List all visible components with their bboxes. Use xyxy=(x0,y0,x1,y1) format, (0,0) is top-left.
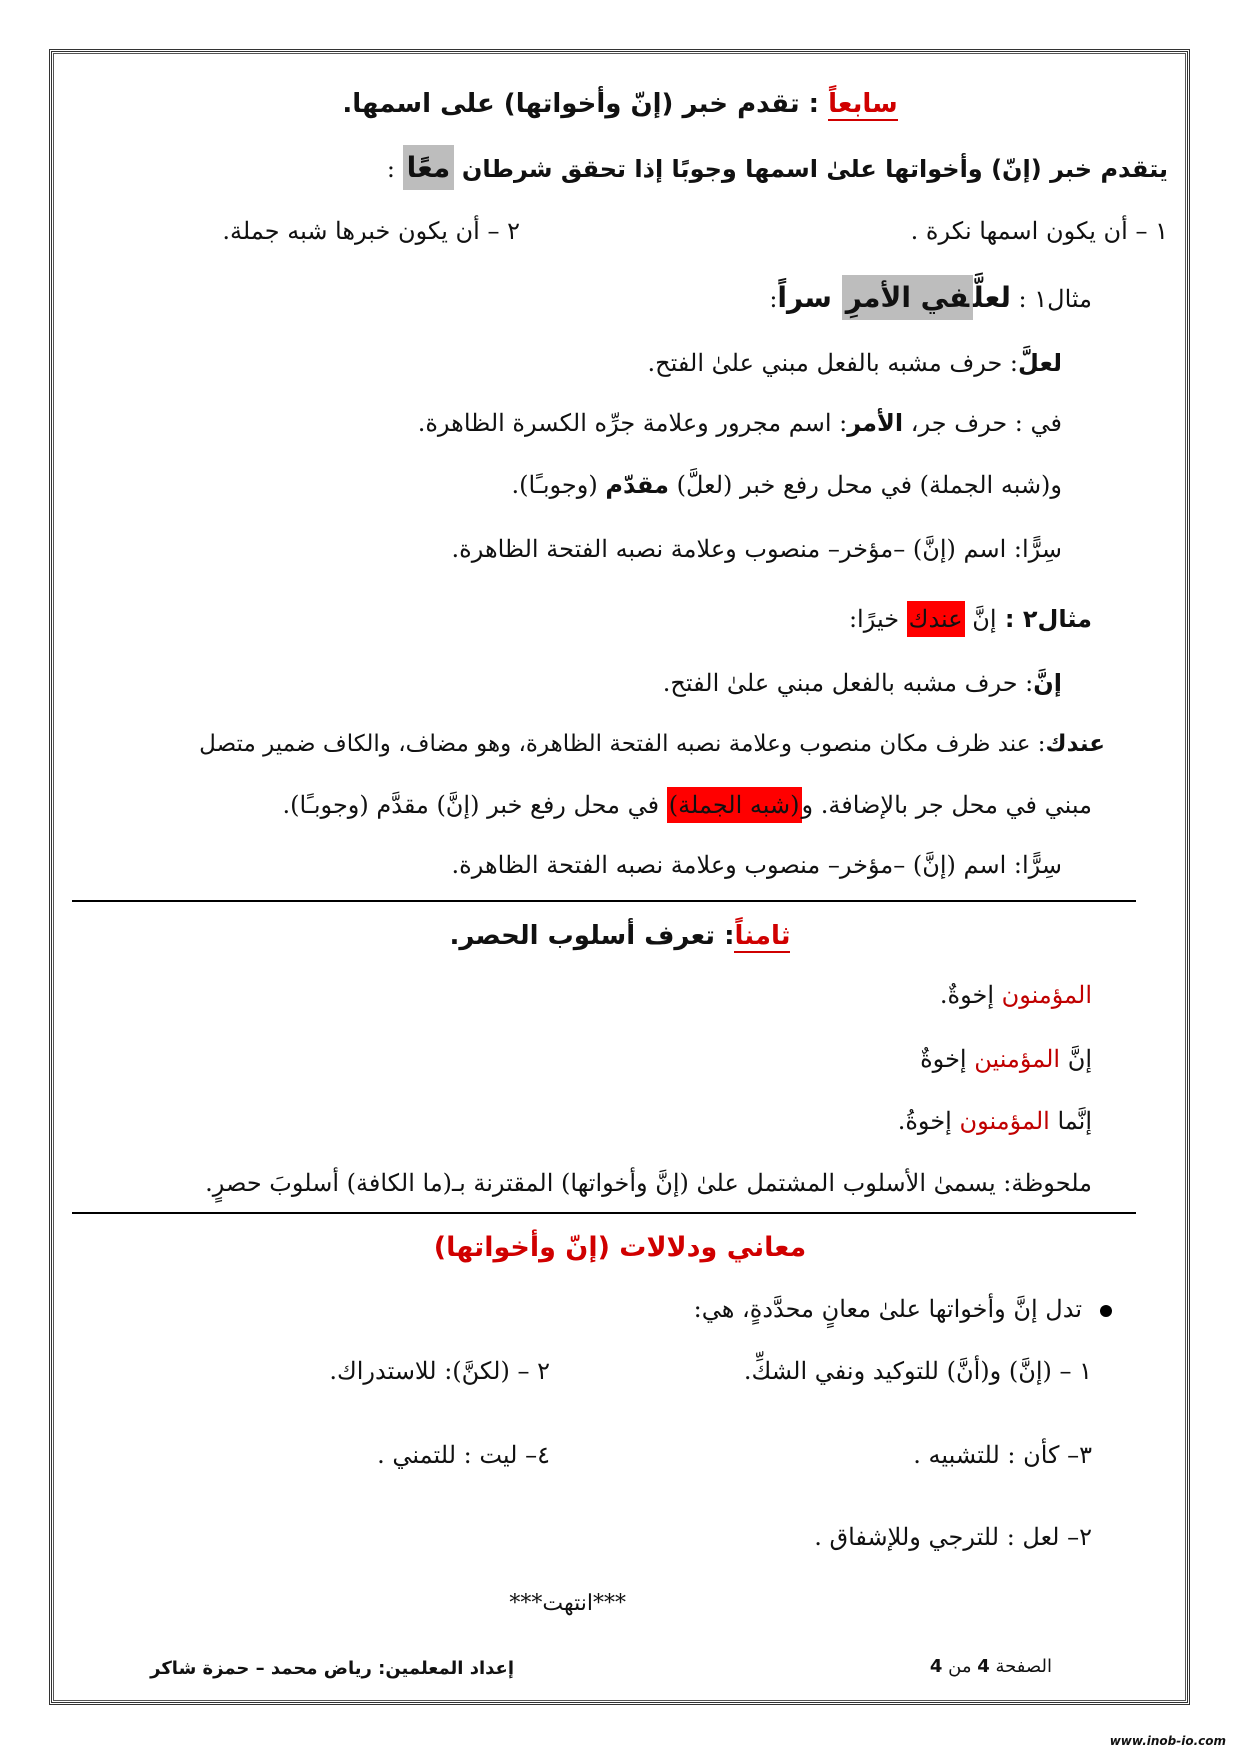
hasr-line-3 xyxy=(898,1106,1092,1137)
intro-text: يتقدم خبر (إنّ) وأخواتها علىٰ اسمها وجوبًا إذا تحقق شرطان xyxy=(461,155,1168,183)
divider-2 xyxy=(72,1212,1136,1214)
example2-p3-a: مبني في محل جر بالإضافة. و xyxy=(801,791,1092,819)
bullet-dot-icon xyxy=(1100,1305,1112,1317)
meanings-intro: تدل إنَّ وأخواتها علىٰ معانٍ محدَّدةٍ، هي: xyxy=(693,1295,1082,1323)
example1-word2: في الأمرِ xyxy=(842,275,973,320)
hasr-line3-a: إنَّما xyxy=(1049,1107,1092,1135)
example1-parse-4: سِرًّا: اسم (إنَّ) –مؤخر– منصوب وعلامة نصبه الفتحة الظاهرة. xyxy=(451,535,1062,563)
example1-parse-2 xyxy=(418,408,1062,439)
section7-heading xyxy=(0,88,1240,122)
example2-parse-2 xyxy=(199,730,1105,760)
intro-emph: معًا xyxy=(403,145,455,190)
meaning-4: ٤– ليت : للتمني . xyxy=(377,1441,550,1469)
section7-title: تقدم خبر (إنّ وأخواتها) على اسمها. xyxy=(342,89,800,119)
example1-end: : xyxy=(769,285,778,313)
page-label: الصفحة xyxy=(995,1656,1052,1677)
example2-parse-1 xyxy=(663,668,1062,699)
example2-word2: عندك xyxy=(907,601,965,637)
example2-word3: خيرًا: xyxy=(848,605,907,633)
section8-label: ثامناً xyxy=(734,921,791,951)
hasr-note: ملحوظة: يسمىٰ الأسلوب المشتمل علىٰ (إنَّ وأخواتها) المقترنة بـ(ما الكافة) أسلوبَ حصرٍ. xyxy=(205,1169,1092,1197)
hasr-line3-b: إخوةُ. xyxy=(897,1107,960,1135)
hasr-line2-b: إخوةٌ xyxy=(920,1045,975,1073)
example2-word1: إنَّ xyxy=(964,605,997,633)
hasr-line-2 xyxy=(920,1044,1092,1075)
hasr-line3-red: المؤمنون xyxy=(959,1107,1050,1135)
meanings-intro-line xyxy=(694,1294,1112,1325)
example2-parse-3 xyxy=(283,790,1092,821)
example1-parse-1 xyxy=(648,348,1062,379)
meaning-1: ١ – (إنَّ) و(أنَّ) للتوكيد ونفي الشكِّ. xyxy=(743,1357,1092,1385)
section8-heading xyxy=(0,920,1240,954)
example2-heading xyxy=(849,604,1092,635)
hasr-line2-red: المؤمنين xyxy=(974,1045,1061,1073)
example1-p1-text: : حرف مشبه بالفعل مبني علىٰ الفتح. xyxy=(647,349,1019,377)
example1-p2-a: في : حرف جر، xyxy=(903,409,1062,437)
section7-label: سابعاً xyxy=(828,89,898,119)
meaning-3: ٣– كأن : للتشبيه . xyxy=(913,1441,1092,1469)
example1-p2-b: : اسم مجرور وعلامة جرِّه الكسرة الظاهرة. xyxy=(417,409,848,437)
section8-sep: : xyxy=(715,921,735,951)
hasr-line1-red: المؤمنون xyxy=(1001,981,1092,1009)
condition-1: ١ – أن يكون اسمها نكرة . xyxy=(910,217,1168,245)
example2-p2-bold: عندك xyxy=(1045,731,1105,757)
page-number xyxy=(930,1656,1052,1677)
meanings-title: معاني ودلالات (إنّ وأخواتها) xyxy=(433,1232,807,1263)
section8-title: تعرف أسلوب الحصر. xyxy=(449,921,716,951)
section7-sep: : xyxy=(799,89,829,119)
condition-2: ٢ – أن يكون خبرها شبه جملة. xyxy=(222,217,520,245)
example2-p1-text: : حرف مشبه بالفعل مبني علىٰ الفتح. xyxy=(662,669,1034,697)
example2-p3-hl: (شبه الجملة) xyxy=(667,787,802,823)
example1-p1-bold: لعلَّ xyxy=(1018,349,1062,377)
example1-word3: سراً xyxy=(777,281,842,314)
example1-parse-3 xyxy=(512,470,1062,501)
example1-p2-bold: الأمر xyxy=(847,409,904,437)
example1-p3-bold: مقدّم xyxy=(605,471,669,499)
example1-label: مثال١ : xyxy=(1010,285,1092,313)
page-num: 4 xyxy=(977,1656,990,1677)
site-watermark: www.inob-io.com xyxy=(1109,1734,1226,1748)
example2-parse-4: سِرًّا: اسم (إنَّ) –مؤخر– منصوب وعلامة نصبه الفتحة الظاهرة. xyxy=(451,851,1062,879)
hasr-line-1 xyxy=(940,980,1092,1011)
meaning-5: ٢– لعل : للترجي وللإشفاق . xyxy=(814,1523,1092,1551)
example2-p2-text: : عند ظرف مكان منصوب وعلامة نصبه الفتحة الظاهرة، وهو مضاف، والكاف ضمير متصل xyxy=(199,731,1046,757)
page-total: 4 xyxy=(929,1656,943,1677)
prepared-by: إعداد المعلمين: رياض محمد – حمزة شاكر xyxy=(150,1658,514,1679)
example1-p3-a: و(شبه الجملة) في محل رفع خبر (لعلَّ) xyxy=(668,471,1062,499)
intro-line xyxy=(387,150,1168,186)
page-of: من xyxy=(948,1656,972,1677)
divider-1 xyxy=(72,900,1136,902)
example2-p3-b: في محل رفع خبر (إنَّ) مقدَّم (وجوبـًا). xyxy=(282,791,667,819)
example2-p1-bold: إنَّ xyxy=(1033,669,1062,697)
example1-heading xyxy=(769,280,1092,316)
end-mark: ***انتهت*** xyxy=(509,1591,626,1616)
example1-word1: لعلَّ xyxy=(973,281,1011,314)
intro-end: : xyxy=(386,155,403,183)
hasr-line2-a: إنَّ xyxy=(1060,1045,1092,1073)
example2-label: مثال٢ : xyxy=(996,605,1092,633)
meaning-2: ٢ – (لكنَّ): للاستدراك. xyxy=(329,1357,550,1385)
hasr-line1-text: إخوةٌ. xyxy=(939,981,1002,1009)
example1-p3-b: (وجوبـًا). xyxy=(511,471,606,499)
